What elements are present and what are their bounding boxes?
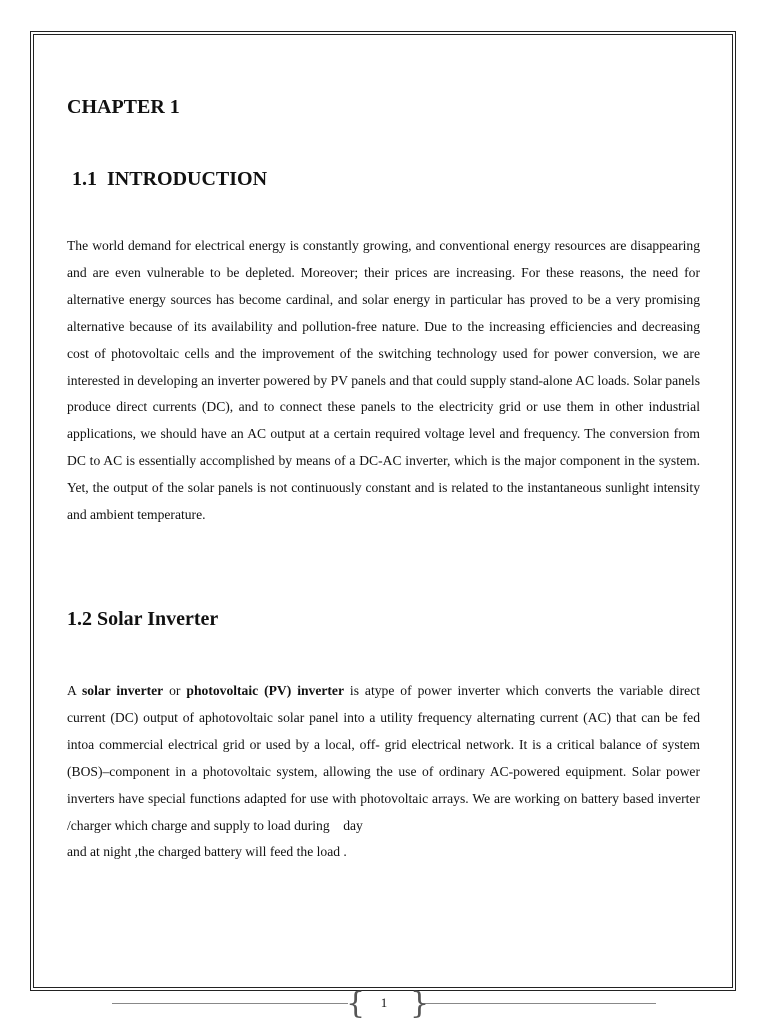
- paragraph-lead: A: [67, 683, 83, 698]
- term-solar-inverter: solar inverter: [82, 683, 164, 698]
- section-heading-solar-inverter: 1.2 Solar Inverter: [67, 608, 219, 630]
- section-number: 1.1: [72, 168, 97, 190]
- solar-inverter-paragraph: [67, 678, 700, 866]
- section-heading-introduction: [72, 168, 267, 191]
- chapter-heading: CHAPTER 1: [67, 96, 180, 118]
- paragraph-body: is atype of power inverter which converts the variable direct current (DC) output of aphotovoltaic solar panel into a utility frequency alternating current (AC) that can be fed intoa commercial electrical grid or used by a local, off- grid electrical network. It is a critical balance of system (BOS)–component in a photovoltaic system, allowing the use of ordinary AC-powered equipment. Solar power inverters have special functions adapted for use with photovoltaic arrays. We are working on battery based inverter /charger which charge and supply to load during day: [67, 683, 701, 833]
- section-title: INTRODUCTION: [107, 168, 268, 190]
- paragraph-connector: or: [163, 683, 187, 698]
- paragraph-last-line: and at night ,the charged battery will feed the load .: [67, 844, 347, 860]
- footer-rule-left: [112, 1003, 348, 1004]
- footer-rule-right: [420, 1003, 656, 1004]
- footer-brace-left: {: [346, 986, 366, 1021]
- footer-brace-right: }: [410, 986, 430, 1021]
- term-pv-inverter: photovoltaic (PV) inverter: [186, 683, 344, 698]
- introduction-paragraph: The world demand for electrical energy is constantly growing, and conventional energy resources are disappearing and are even vulnerable to be depleted. Moreover; their prices are increasing. For these reasons, the need for alternative energy sources has become cardinal, and solar energy in particular has proved to be a very promising alternative because of its availability and pollution-free nature. Due to the increasing efficiencies and decreasing cost of photovoltaic cells and the improvement of the switching technology used for power conversion, we are interested in developing an inverter powered by PV panels and that could supply stand-alone AC loads. Solar panels produce direct currents (DC), and to connect these panels to the electricity grid or use them in other industrial applications, we should have an AC output at a certain required voltage level and frequency. The conversion from DC to AC is essentially accomplished by means of a DC-AC inverter, which is the major component in the system. Yet, the output of the solar panels is not continuously constant and is related to the instantaneous sunlight intensity and ambient temperature.: [67, 238, 700, 523]
- page-number: 1: [380, 995, 388, 1010]
